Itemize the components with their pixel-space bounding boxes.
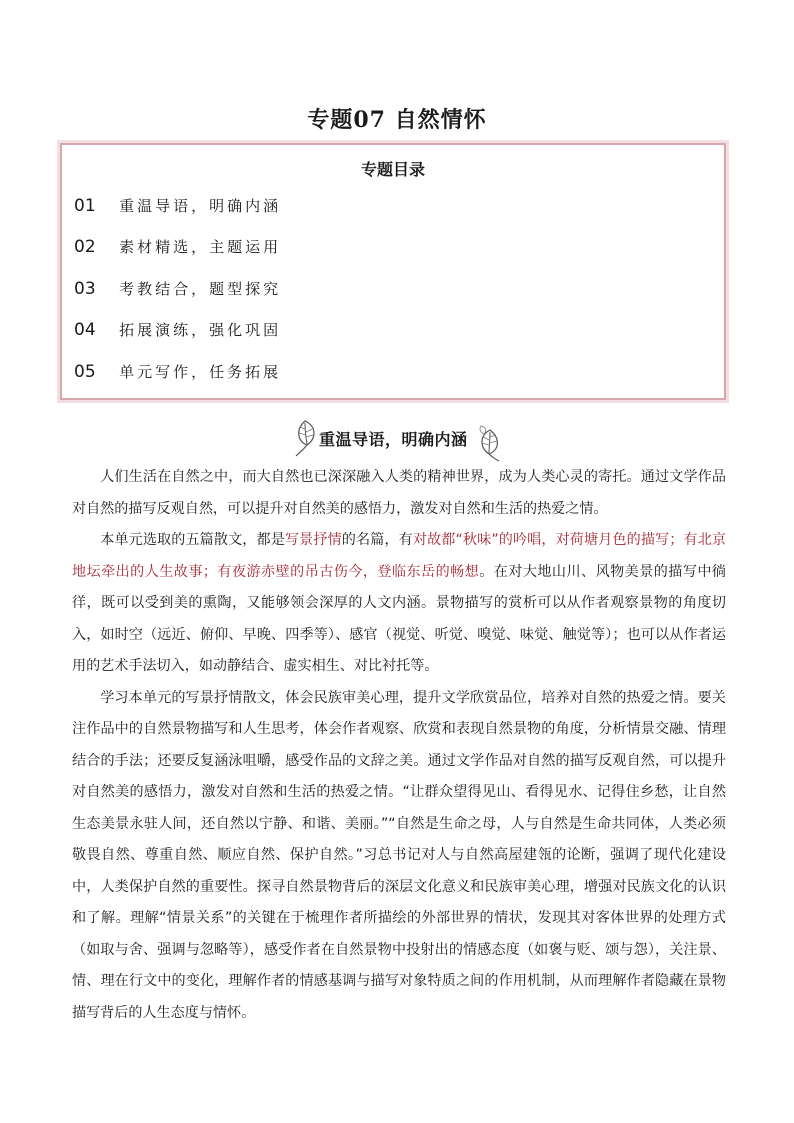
text-span: 。在对大地山川、风物美景的描写中徜徉，既可以受到美的熏陶，又能够领会深厚的人文内涵。景物描写的赏析可以从作者观察景物的角度切入，如时空（远近、俯仰、早晚、四季等）、感官（视觉、听觉、嗅觉、味觉、触觉等）；也可以从作者运用的艺术手法切入，如动静结合、虚实相生、对比衬托等。 bbox=[72, 563, 727, 674]
toc-item-label: 拓展演练，强化巩固 bbox=[119, 321, 282, 339]
toc-item[interactable] bbox=[74, 359, 281, 385]
section-heading bbox=[290, 418, 505, 460]
paragraph: 学习本单元的写景抒情散文，体会民族审美心理，提升文学欣赏品位，培养对自然的热爱之情。要关注作品中的自然景物描写和人生思考，体会作者观察、欣赏和表现自然景物的角度，分析情景交融、情理结合的手法；还要反复涵泳咀嚼，感受作品的文辞之美。通过文学作品对自然的描写反观自然，可以提升对自然美的感悟力，激发对自然和生活的热爱之情。“让群众望得见山、看得见水、记得住乡愁，让自然生态美景永驻人间，还自然以宁静、和谐、美丽。”“自然是生命之母，人与自然是生命共同体，人类必须敬畏自然、尊重自然、顺应自然、保护自然。”习总书记对人与自然高屋建瓴的论断，强调了现代化建设中，人类保护自然的重要性。探寻自然景物背后的深层文化意义和民族审美心理，增强对民族文化的认识和了解。理解“情景关系”的关键在于梳理作者所描绘的外部世界的情状，发现其对客体世界的处理方式（如取与舍、强调与忽略等），感受作者在自然景物中投射出的情感态度（如褒与贬、颂与怨），关注景、情、理在行文中的变化，理解作者的情感基调与描写对象特质之间的作用机制，从而理解作者隐藏在景物描写背后的人生态度与情怀。 bbox=[72, 689, 726, 1021]
toc-item-number: 05 bbox=[74, 362, 96, 382]
paragraph bbox=[72, 525, 726, 683]
body-text bbox=[72, 462, 726, 1029]
text-span: 的名篇，有 bbox=[341, 532, 413, 548]
toc-item-number: 04 bbox=[74, 320, 96, 340]
toc-heading: 专题目录 bbox=[360, 160, 425, 179]
toc-item-number: 03 bbox=[74, 279, 96, 299]
toc-box bbox=[60, 143, 726, 400]
page-title: 专题07 自然情怀 bbox=[307, 107, 487, 133]
toc-item[interactable] bbox=[74, 234, 281, 260]
highlight-text: 对故都“秋味”的吟唱，对荷塘月色的描写；有北京地坛牵出的人生故事；有夜游赤壁的吊古伤今，登临东岳的畅想 bbox=[72, 532, 727, 580]
toc-item-number: 02 bbox=[74, 237, 96, 257]
text-span: 本单元选取的五篇散文，都是 bbox=[100, 532, 285, 548]
leaf-icon bbox=[476, 424, 506, 462]
toc-item[interactable] bbox=[74, 276, 281, 302]
toc-item-label: 重温导语，明确内涵 bbox=[119, 197, 282, 215]
leaf-icon bbox=[290, 418, 320, 458]
toc-item[interactable] bbox=[74, 193, 281, 219]
toc-item[interactable] bbox=[74, 317, 281, 343]
toc-item-number: 01 bbox=[74, 196, 96, 216]
toc-item-label: 考教结合，题型探究 bbox=[119, 280, 282, 298]
section-heading-label: 重温导语，明确内涵 bbox=[319, 430, 468, 449]
toc-item-label: 单元写作，任务拓展 bbox=[119, 363, 282, 381]
toc-item-label: 素材精选，主题运用 bbox=[119, 238, 282, 256]
paragraph: 人们生活在自然之中，而大自然也已深深融入人类的精神世界，成为人类心灵的寄托。通过文学作品对自然的描写反观自然，可以提升对自然美的感悟力，激发对自然和生活的热爱之情。 bbox=[72, 469, 726, 517]
highlight-text: 写景抒情 bbox=[284, 532, 342, 548]
